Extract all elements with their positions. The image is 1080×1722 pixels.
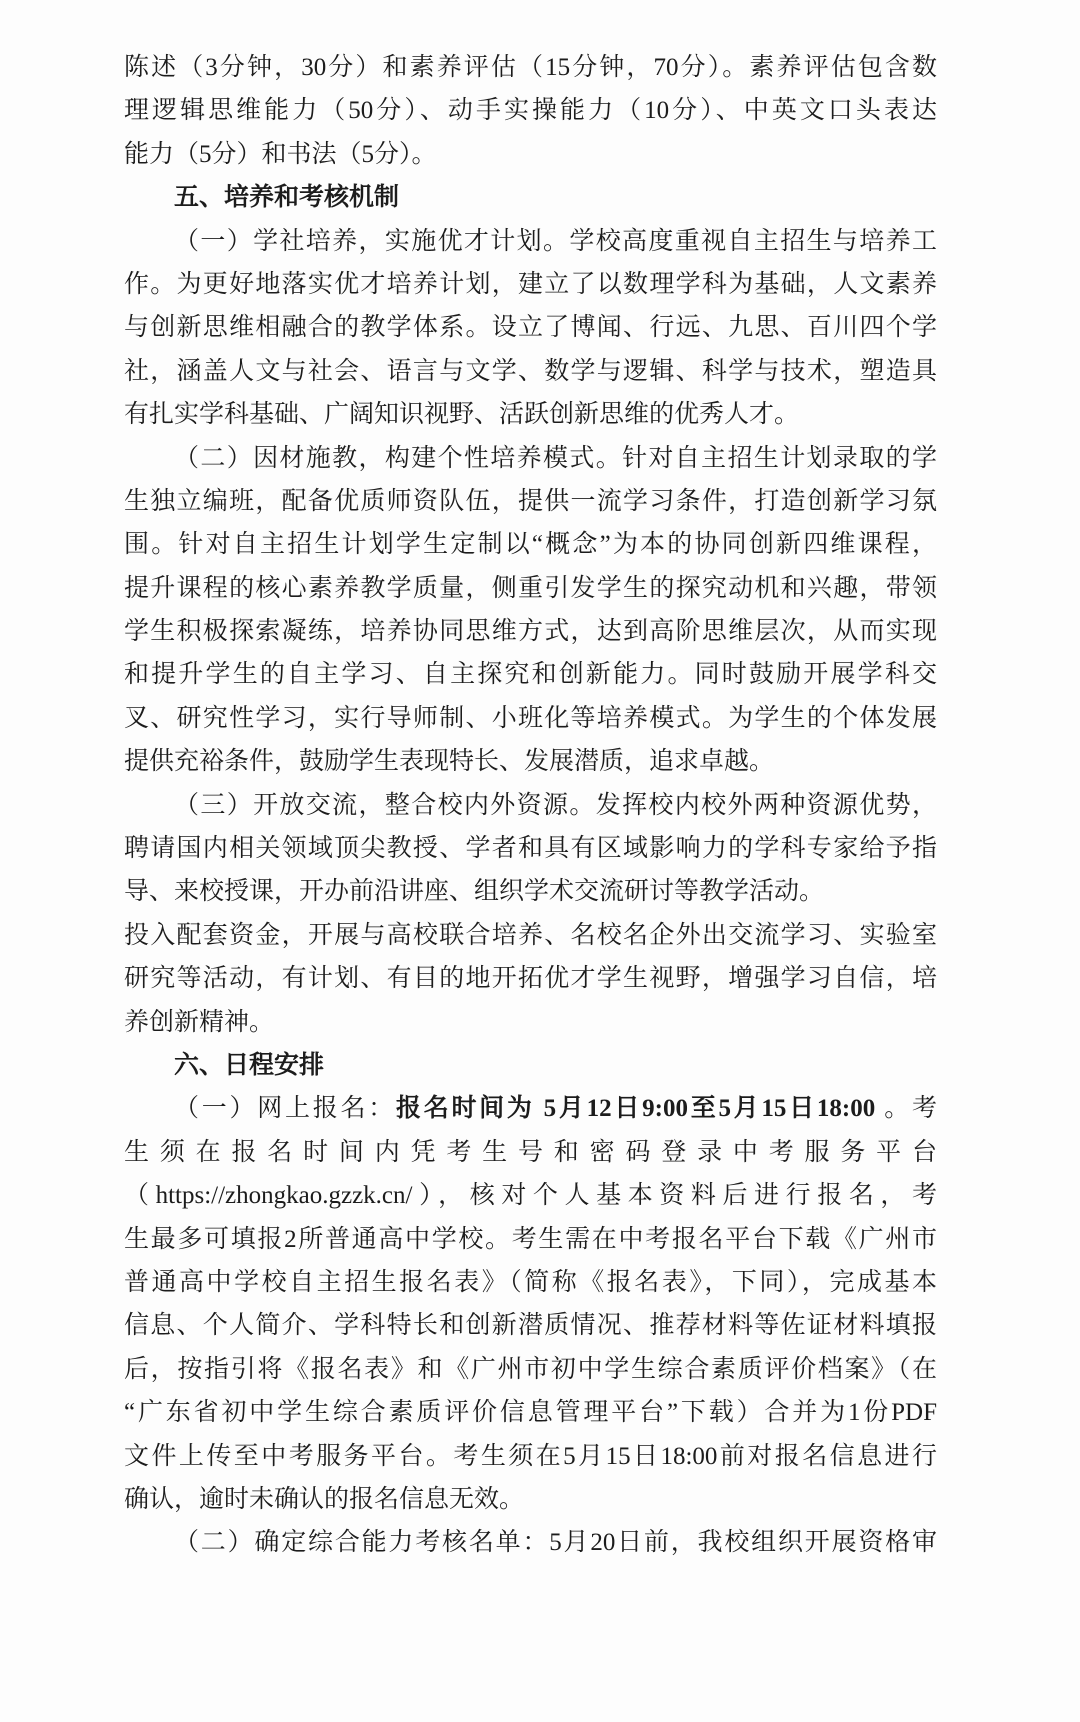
section-heading: 六、日程安排 <box>174 1051 325 1079</box>
paragraph-assessment-list <box>124 1521 937 1564</box>
text-line: 社，涵盖人文与社会、语言与文学、数学与逻辑、科学与技术，塑造具 <box>124 357 937 385</box>
paragraph-online-registration <box>124 1087 937 1521</box>
text-line: 投入配套资金，开展与高校联合培养、名校名企外出交流学习、实验室 <box>124 921 937 949</box>
text-line: 后，按指引将《报名表》和《广州市初中学生综合素质评价档案》（在 <box>124 1355 937 1383</box>
paragraph-funding <box>124 914 937 1044</box>
text-line: 围。针对自主招生计划学生定制以“概念”为本的协同创新四维课程， <box>124 531 937 559</box>
text-line: 理逻辑思维能力（50分）、动手实操能力（10分）、中英文口头表达 <box>124 97 937 125</box>
text-line: （一）学社培养，实施优才计划。学校高度重视自主招生与培养工 <box>174 227 937 255</box>
text-line: 提供充裕条件，鼓励学生表现特长、发展潜质，追求卓越。 <box>124 748 775 776</box>
text-line: 提升课程的核心素养教学质量，侧重引发学生的探究动机和兴趣，带领 <box>124 574 937 602</box>
text-line: 作。为更好地落实优才培养计划，建立了以数理学科为基础，人文素养 <box>124 270 937 298</box>
text-line: 陈述（3分钟，30分）和素养评估（15分钟，70分）。素养评估包含数 <box>124 54 937 81</box>
text-line: 导、来校授课，开办前沿讲座、组织学术交流研讨等教学活动。 <box>124 878 825 906</box>
paragraph-open-exchange <box>124 784 937 914</box>
text-line: （https://zhongkao.gzzk.cn/），核对个人基本资料后进行报名，考 <box>124 1182 937 1210</box>
text-segment: 。考 <box>875 1095 937 1123</box>
text-line: 与创新思维相融合的教学体系。设立了博闻、行远、九思、百川四个学 <box>124 314 937 342</box>
document-body <box>124 46 937 1565</box>
text-line: （三）开放交流，整合校内外资源。发挥校内校外两种资源优势， <box>174 791 937 819</box>
text-line: 养创新精神。 <box>124 1008 275 1036</box>
text-line: 文件上传至中考服务平台。考生须在5月15日18:00前对报名信息进行 <box>124 1442 937 1470</box>
section-heading: 五、培养和考核机制 <box>174 184 400 212</box>
paragraph-intro <box>124 46 937 176</box>
text-segment: （一）网上报名： <box>174 1095 396 1123</box>
text-line: （二）确定综合能力考核名单：5月20日前，我校组织开展资格审 <box>174 1529 937 1557</box>
registration-time: 报名时间为 5月12日9:00至5月15日18:00 <box>395 1095 876 1123</box>
text-line: 生独立编班，配备优质师资队伍，提供一流学习条件，打造创新学习氛 <box>124 487 937 515</box>
text-line: 聘请国内相关领域顶尖教授、学者和具有区域影响力的学科专家给予指 <box>124 835 937 863</box>
paragraph-talent-club <box>124 220 937 437</box>
text-line: “广东省初中学生综合素质评价信息管理平台”下载）合并为1份PDF <box>124 1399 937 1427</box>
text-line: （二）因材施教，构建个性培养模式。针对自主招生计划录取的学 <box>174 444 937 472</box>
text-line: 研究等活动，有计划、有目的地开拓优才学生视野，增强学习自信，培 <box>124 965 937 993</box>
text-line: 生须在报名时间内凭考生号和密码登录中考服务平台 <box>124 1138 937 1166</box>
paragraph-individual-teaching <box>124 437 937 784</box>
text-line: 叉、研究性学习，实行导师制、小班化等培养模式。为学生的个体发展 <box>124 704 937 732</box>
text-line: 普通高中学校自主招生报名表》（简称《报名表》，下同），完成基本 <box>124 1268 937 1296</box>
text-line: 学生积极探索凝练，培养协同思维方式，达到高阶思维层次，从而实现 <box>124 618 937 646</box>
text-line: 确认，逾时未确认的报名信息无效。 <box>124 1485 525 1513</box>
text-line: 和提升学生的自主学习、自主探究和创新能力。同时鼓励开展学科交 <box>124 661 937 689</box>
text-line: 信息、个人简介、学科特长和创新潜质情况、推荐材料等佐证材料填报 <box>124 1312 937 1340</box>
text-line: 生最多可填报2所普通高中学校。考生需在中考报名平台下载《广州市 <box>124 1225 937 1253</box>
text-line: 能力（5分）和书法（5分）。 <box>124 140 437 168</box>
text-line <box>124 1087 937 1130</box>
text-line: 有扎实学科基础、广阔知识视野、活跃创新思维的优秀人才。 <box>124 401 800 429</box>
